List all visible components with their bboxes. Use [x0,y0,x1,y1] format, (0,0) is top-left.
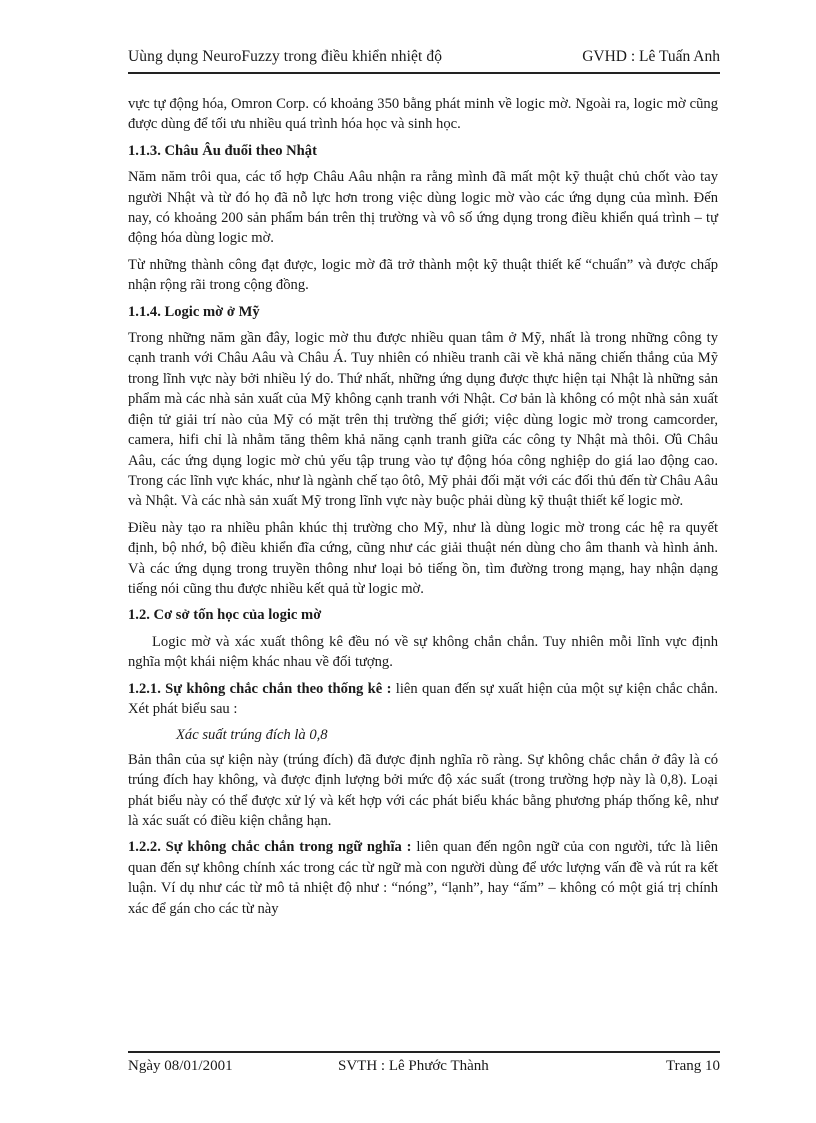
section-heading-1-1-3: 1.1.3. Châu Âu đuổi theo Nhật [128,142,317,159]
footer-date: Ngày 08/01/2001 [128,1058,233,1074]
subheading-1-2-2: 1.2.2. Sự không chắc chắn trong ngữ nghĩa : [128,839,412,856]
page-content [128,94,718,925]
paragraph-market: Điều này tạo ra nhiều phân khúc thị trường cho Mỹ, như là dùng logic mờ trong các hệ ra quyết định, bộ nhớ, bộ điều khiển đĩa cứng, cũng như các giải thuật nén dùng cho âm thanh và hình ảnh. Và các ứng dụng trong truyền thông như loại bỏ tiếng ồn, tìm đường trong mạng, hay nhận dạng tiếng nói cũng thu được nhiều kết quả từ logic mờ. [128,519,718,597]
section-heading-1-2: 1.2. Cơ sở tốn học của logic mờ [128,607,322,624]
paragraph-standard: Từ những thành công đạt được, logic mờ đã trở thành một kỹ thuật thiết kế “chuẩn” và được chấp nhận rộng rãi trong cộng đồng. [128,256,718,294]
section-heading-1-1-4: 1.1.4. Logic mờ ở Mỹ [128,303,260,320]
footer-student: SVTH : Lê Phước Thành [338,1058,489,1074]
page-header [128,46,720,74]
statistical-text: liên quan đến sự xuất hiện của một sự kiện chắc chắn. Xét phát biểu sau : [128,680,718,717]
page-number: Trang 10 [665,1058,720,1074]
paragraph-event: Bản thân của sự kiện này (trúng đích) đã được định nghĩa rõ ràng. Sự không chắc chắn ở đây là có trúng đích hay không, và được định lượng bởi mức độ xác suất (trong trường hợp này là 0,8). Loại phát biểu này có thể được xử lý và kết hợp với các phát biểu khác bằng phương pháp thống kê, như là xác suất có điều kiện chẳng hạn. [128,751,718,829]
paragraph-semantic [128,837,718,919]
paragraph-statistical [128,679,718,720]
semantic-text: liên quan đến ngôn ngữ của con người, tức là liên quan đến sự không chính xác trong các từ ngữ mà con người dùng để ước lượng vấn đề và rút ra kết luận. Ví dụ như các từ mô tả nhiệt độ như : “nóng”, “lạnh”, hay “ấm” – không có một giá trị chính xác để gán cho các từ này [128,839,718,917]
subheading-1-2-1: 1.2.1. Sự không chắc chắn theo thống kê : [128,680,392,697]
paragraph-continuation: vực tự động hóa, Omron Corp. có khoảng 350 bằng phát minh về logic mờ. Ngoài ra, logic mờ cũng được dùng để tối ưu nhiều quá trình hóa học và sinh học. [128,96,718,133]
paragraph-usa: Trong những năm gần đây, logic mờ thu được nhiều quan tâm ở Mỹ, nhất là trong những công ty cạnh tranh với Châu Aâu và Châu Á. Tuy nhiên có nhiều tranh cãi về khả năng chiến thắng của Mỹ trong lĩnh vực này bởi nhiều lý do. Thứ nhất, những ứng dụng được thực hiện tại Nhật là những sản phẩm mà các nhà sản xuất của Mỹ không cạnh tranh với Nhật. Cơ bản là không có một nhà sản xuất điện tử giải trí nào của Mỹ có mặt trên thị trường thế giới; việc dùng logic mờ trong camcorder, camera, hifi chỉ là nhằm tăng thêm khả năng cạnh tranh giữa các công ty Nhật mà thôi. Ơû Châu Aâu, các ứng dụng logic mờ chủ yếu tập trung vào tự động hóa công nghiệp do giá lao động cao. Trong các lĩnh vực khác, như là ngành chế tạo ôtô, Mỹ phải đối mặt với các đối thủ đến từ Châu Aâu và Nhật. Và các nhà sản xuất Mỹ trong lĩnh vực này buộc phải dùng kỹ thuật thiết kế logic mờ. [128,330,718,510]
document-title: Uùng dụng NeuroFuzzy trong điều khiển nhiệt độ [128,48,443,65]
paragraph-math-basis: Logic mờ và xác xuất thông kê đều nó về sự không chắn chắn. Tuy nhiên mỗi lĩnh vực định nghĩa một khái niệm khác nhau về đối tượng. [128,633,718,671]
advisor-label: GVHD : Lê Tuấn Anh [582,48,720,65]
paragraph-europe: Năm năm trôi qua, các tổ hợp Châu Aâu nhận ra rằng mình đã mất một kỹ thuật chủ chốt vào tay người Nhật và từ đó họ đã nỗ lực hơn trong việc dùng logic mờ vào các ứng dụng của mình. Đến nay, có khoảng 200 sản phẩm bán trên thị trường và vô số ứng dụng trong điều khiển quá trình – tự động hóa dùng logic mờ. [128,169,718,247]
page-footer [128,1051,720,1081]
example-statement: Xác suất trúng đích là 0,8 [176,727,328,744]
